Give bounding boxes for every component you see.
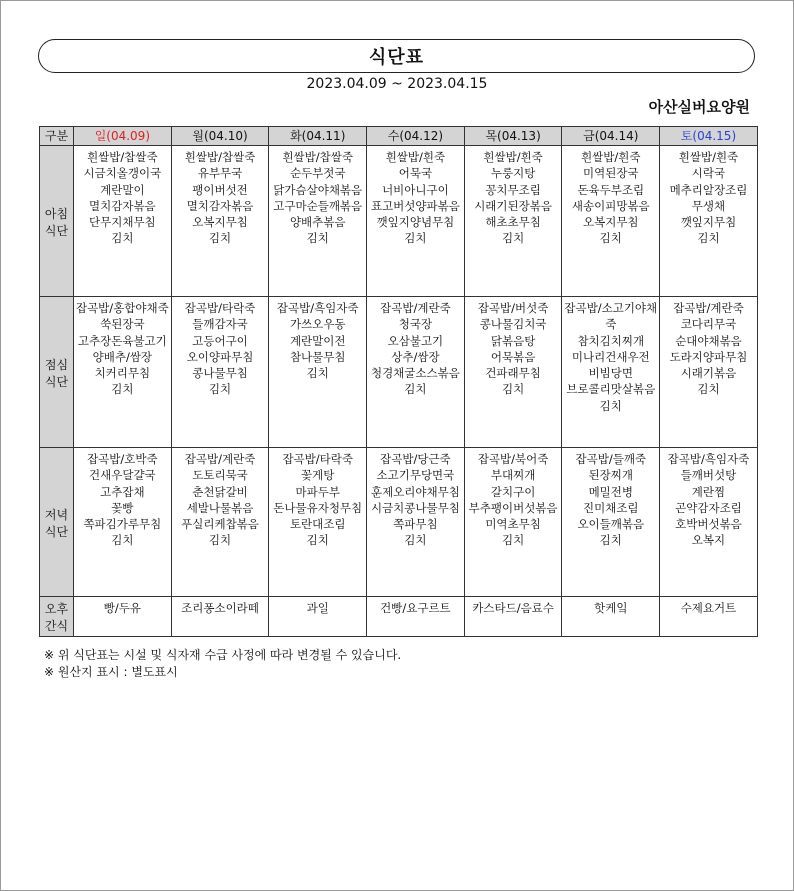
menu-line: 김치 bbox=[697, 382, 720, 397]
menu-line: 멸치감자볶음 bbox=[186, 198, 254, 213]
menu-line: 과일 bbox=[306, 601, 329, 615]
menu-line: 돈나물유자청무침 bbox=[273, 500, 363, 515]
menu-line: 건새우달걀국 bbox=[89, 468, 156, 483]
menu-line: 김치 bbox=[111, 231, 134, 246]
snack-row bbox=[40, 597, 758, 637]
menu-line: 시래기된장볶음 bbox=[474, 198, 552, 213]
menu-line: 김치 bbox=[306, 231, 329, 246]
menu-cell bbox=[367, 448, 465, 597]
day-header: 토(04.15) bbox=[660, 127, 758, 146]
menu-line: 김치 bbox=[208, 231, 232, 246]
menu-line: 팽이버섯전 bbox=[192, 182, 248, 197]
note-line: ※ 위 식단표는 시설 및 식자재 수급 사정에 따라 변경될 수 있습니다. bbox=[44, 648, 402, 662]
menu-line: 김치 bbox=[501, 231, 525, 246]
menu-line: 미역된장국 bbox=[583, 166, 639, 181]
menu-line: 오복지무침 bbox=[583, 215, 639, 230]
menu-line: 빵/두유 bbox=[103, 601, 141, 615]
menu-line: 메밀전병 bbox=[588, 484, 633, 499]
menu-line: 시금치콩나물무침 bbox=[370, 500, 460, 515]
menu-line: 쑥된장국 bbox=[100, 317, 145, 332]
menu-line: 식단 bbox=[44, 524, 69, 539]
menu-line: 김치 bbox=[599, 231, 622, 246]
menu-line: 시락국 bbox=[691, 166, 726, 181]
menu-line: 잡곡밥/버섯죽 bbox=[477, 301, 549, 315]
menu-cell bbox=[660, 597, 758, 637]
menu-line: 멸치감자볶음 bbox=[89, 198, 156, 213]
menu-line: 순두부젓국 bbox=[289, 166, 346, 181]
menu-line: 잡곡밥/호박죽 bbox=[87, 452, 158, 466]
menu-cell bbox=[562, 448, 660, 597]
menu-line: 잡곡밥/타락죽 bbox=[184, 301, 256, 315]
menu-line: 곤약감자조림 bbox=[675, 500, 742, 515]
menu-line: 미역초무침 bbox=[485, 517, 541, 532]
meal-schedule-table bbox=[39, 126, 758, 637]
menu-line: 부대찌개 bbox=[490, 468, 536, 483]
menu-line: 간식 bbox=[44, 619, 69, 633]
menu-line: 고구마순들깨볶음 bbox=[273, 198, 363, 213]
menu-line: 김치 bbox=[208, 533, 232, 548]
menu-line: 계란말이전 bbox=[289, 333, 346, 348]
menu-line: 누룽지탕 bbox=[490, 166, 536, 181]
menu-line: 닭가슴살야채볶음 bbox=[273, 182, 363, 197]
menu-cell bbox=[464, 597, 562, 637]
notes bbox=[44, 647, 401, 681]
menu-line: 호박버섯볶음 bbox=[675, 517, 742, 532]
dinner-row bbox=[40, 448, 758, 597]
menu-line: 오후 bbox=[44, 602, 69, 616]
note-line: ※ 원산지 표시 : 별도표시 bbox=[44, 665, 178, 679]
menu-line: 부추팽이버섯볶음 bbox=[468, 500, 558, 515]
menu-line: 건파래무침 bbox=[485, 366, 541, 381]
menu-line: 오복지 bbox=[691, 533, 726, 548]
title-text: 식단표 bbox=[368, 47, 425, 68]
lunch-row bbox=[40, 297, 758, 448]
menu-cell bbox=[171, 297, 269, 448]
menu-line: 푸실리케찹볶음 bbox=[181, 517, 259, 532]
menu-line: 잡곡밥/계란죽 bbox=[380, 301, 451, 315]
menu-line: 김치 bbox=[306, 366, 329, 381]
menu-line: 훈제오리야채무침 bbox=[370, 484, 460, 499]
menu-line: 조리퐁소이라떼 bbox=[181, 601, 259, 615]
menu-line: 식단 bbox=[44, 374, 69, 389]
menu-cell bbox=[562, 146, 660, 297]
menu-line: 참치김치찌개 bbox=[577, 333, 645, 348]
menu-line: 김치 bbox=[111, 382, 134, 397]
menu-line: 청국장 bbox=[398, 317, 433, 332]
menu-line: 갈치구이 bbox=[490, 484, 536, 499]
menu-line: 시금치올갱이국 bbox=[83, 166, 162, 181]
menu-line: 꽃게탕 bbox=[301, 468, 335, 483]
menu-line: 순대야채볶음 bbox=[675, 333, 742, 348]
menu-line: 잡곡밥/들깨죽 bbox=[575, 452, 647, 466]
menu-line: 오이양파무침 bbox=[186, 349, 254, 364]
organization-name: 아산실버요양원 bbox=[648, 98, 750, 116]
menu-line: 무생채 bbox=[691, 198, 726, 213]
menu-line: 시래기볶음 bbox=[680, 366, 737, 381]
menu-line: 카스타드/음료수 bbox=[472, 601, 554, 615]
menu-line: 김치 bbox=[697, 231, 720, 246]
menu-line: 콩나물무침 bbox=[192, 366, 248, 381]
menu-line: 잡곡밥/타락죽 bbox=[282, 452, 353, 466]
meal-label bbox=[40, 597, 74, 637]
menu-line: 수제요거트 bbox=[680, 601, 737, 615]
menu-line: 돈육두부조림 bbox=[577, 182, 645, 197]
breakfast-row bbox=[40, 146, 758, 297]
menu-line: 미나리건새우전 bbox=[571, 349, 650, 364]
menu-cell bbox=[269, 597, 367, 637]
menu-line: 단무지채무침 bbox=[89, 215, 156, 230]
menu-line: 오이들깨볶음 bbox=[577, 517, 645, 532]
menu-cell bbox=[269, 146, 367, 297]
menu-line: 소고기무당면국 bbox=[376, 468, 455, 483]
menu-line: 흰쌀밥/흰죽 bbox=[678, 150, 739, 164]
menu-line: 김치 bbox=[404, 533, 427, 548]
header-row bbox=[40, 127, 758, 146]
menu-line: 잡곡밥/계란죽 bbox=[673, 301, 744, 315]
menu-cell bbox=[171, 597, 269, 637]
menu-cell bbox=[74, 448, 172, 597]
menu-line: 도라지양파무침 bbox=[669, 349, 748, 364]
menu-cell bbox=[367, 297, 465, 448]
menu-line: 유부무국 bbox=[197, 166, 243, 181]
page-title bbox=[38, 39, 755, 73]
menu-line: 도토리묵국 bbox=[192, 468, 248, 483]
menu-cell bbox=[269, 448, 367, 597]
day-header: 목(04.13) bbox=[464, 127, 562, 146]
menu-line: 꽁치무조림 bbox=[485, 182, 541, 197]
header-label: 구분 bbox=[40, 127, 74, 146]
menu-cell bbox=[464, 146, 562, 297]
menu-line: 청경채굴소스볶음 bbox=[370, 366, 460, 381]
menu-line: 김치 bbox=[306, 533, 329, 548]
menu-line: 해초초무침 bbox=[485, 215, 541, 230]
date-range: 2023.04.09 ~ 2023.04.15 bbox=[306, 76, 488, 92]
menu-line: 양배추볶음 bbox=[289, 215, 346, 230]
menu-line: 김치 bbox=[599, 398, 622, 413]
menu-cell bbox=[367, 597, 465, 637]
meal-label bbox=[40, 448, 74, 597]
day-header: 화(04.11) bbox=[269, 127, 367, 146]
menu-line: 아침 bbox=[44, 206, 69, 221]
menu-line: 깻잎지무침 bbox=[680, 215, 737, 230]
menu-line: 춘천닭갈비 bbox=[192, 484, 248, 499]
menu-line: 잡곡밥/계란죽 bbox=[184, 452, 256, 466]
menu-cell bbox=[171, 448, 269, 597]
menu-line: 들깨버섯탕 bbox=[680, 468, 737, 483]
menu-line: 상추/쌈장 bbox=[391, 349, 440, 364]
day-header: 수(04.12) bbox=[367, 127, 465, 146]
menu-line: 계란말이 bbox=[100, 182, 145, 197]
meal-label bbox=[40, 297, 74, 448]
menu-line: 들깨감자국 bbox=[192, 317, 248, 332]
menu-line: 세발나물볶음 bbox=[186, 500, 254, 515]
menu-line: 콩나물김치국 bbox=[479, 317, 547, 332]
menu-line: 브로콜리맛살볶음 bbox=[566, 382, 656, 397]
menu-line: 흰쌀밥/찹쌀죽 bbox=[87, 150, 158, 164]
menu-cell bbox=[660, 146, 758, 297]
menu-line: 닭볶음탕 bbox=[490, 333, 536, 348]
menu-line: 계란찜 bbox=[691, 484, 726, 499]
menu-line: 비빔당면 bbox=[588, 366, 633, 381]
menu-cell bbox=[74, 146, 172, 297]
menu-line: 핫케잌 bbox=[594, 601, 628, 615]
menu-line: 토란대조림 bbox=[289, 517, 346, 532]
menu-line: 흰쌀밥/찹쌀죽 bbox=[184, 150, 256, 164]
menu-line: 저녁 bbox=[44, 507, 69, 522]
menu-cell bbox=[660, 448, 758, 597]
menu-line: 흰쌀밥/흰죽 bbox=[483, 150, 543, 164]
menu-line: 깻잎지양념무침 bbox=[376, 215, 455, 230]
menu-line: 김치 bbox=[501, 533, 525, 548]
menu-line: 꽃빵 bbox=[111, 500, 134, 515]
menu-line: 식단 bbox=[44, 223, 69, 238]
menu-line: 양배추/쌈장 bbox=[92, 349, 153, 364]
menu-line: 표고버섯양파볶음 bbox=[370, 198, 460, 213]
menu-line: 김치 bbox=[111, 533, 134, 548]
menu-line: 너비아니구이 bbox=[382, 182, 449, 197]
menu-line: 참나물무침 bbox=[289, 349, 346, 364]
menu-line: 쪽파무침 bbox=[393, 517, 438, 532]
menu-line: 메추리알장조림 bbox=[669, 182, 748, 197]
menu-cell bbox=[562, 297, 660, 448]
menu-cell bbox=[74, 297, 172, 448]
menu-line: 건빵/요구르트 bbox=[380, 601, 451, 615]
menu-line: 김치 bbox=[208, 382, 232, 397]
menu-cell bbox=[464, 297, 562, 448]
menu-cell bbox=[269, 297, 367, 448]
meal-label bbox=[40, 146, 74, 297]
day-header: 일(04.09) bbox=[74, 127, 172, 146]
menu-line: 점심 bbox=[44, 357, 69, 372]
menu-line: 가쓰오우동 bbox=[289, 317, 346, 332]
menu-line: 잡곡밥/흑임자죽 bbox=[276, 301, 359, 315]
menu-line: 마파두부 bbox=[295, 484, 340, 499]
menu-cell bbox=[171, 146, 269, 297]
menu-cell bbox=[562, 597, 660, 637]
menu-line: 된장찌개 bbox=[588, 468, 633, 483]
menu-line: 오삼불고기 bbox=[387, 333, 444, 348]
menu-line: 김치 bbox=[501, 382, 525, 397]
menu-line: 진미채조림 bbox=[583, 500, 639, 515]
day-header: 월(04.10) bbox=[171, 127, 269, 146]
menu-line: 김치 bbox=[404, 382, 427, 397]
menu-line: 코다리무국 bbox=[680, 317, 737, 332]
menu-cell bbox=[464, 448, 562, 597]
menu-line: 고추장돈육불고기 bbox=[77, 333, 167, 348]
menu-line: 잡곡밥/당근죽 bbox=[380, 452, 451, 466]
menu-line: 어묵볶음 bbox=[490, 349, 536, 364]
menu-line: 흰쌀밥/흰죽 bbox=[385, 150, 446, 164]
day-header: 금(04.14) bbox=[562, 127, 660, 146]
menu-line: 잡곡밥/홍합야채죽 bbox=[75, 301, 169, 315]
menu-cell bbox=[660, 297, 758, 448]
menu-cell bbox=[367, 146, 465, 297]
menu-line: 잡곡밥/소고기야채죽 bbox=[564, 301, 658, 332]
menu-line: 고등어구이 bbox=[192, 333, 248, 348]
menu-line: 김치 bbox=[404, 231, 427, 246]
menu-line: 김치 bbox=[599, 533, 622, 548]
menu-line: 고추잡채 bbox=[100, 484, 145, 499]
menu-line: 잡곡밥/흑임자죽 bbox=[667, 452, 750, 466]
menu-line: 잡곡밥/북어죽 bbox=[477, 452, 549, 466]
menu-line: 오복지무침 bbox=[192, 215, 248, 230]
menu-line: 새송이피망볶음 bbox=[571, 198, 650, 213]
menu-line: 쪽파김가루무침 bbox=[83, 517, 162, 532]
menu-line: 흰쌀밥/흰죽 bbox=[581, 150, 641, 164]
menu-line: 어묵국 bbox=[398, 166, 433, 181]
menu-line: 치커리무침 bbox=[94, 366, 151, 381]
menu-line: 흰쌀밥/찹쌀죽 bbox=[282, 150, 353, 164]
menu-cell bbox=[74, 597, 172, 637]
